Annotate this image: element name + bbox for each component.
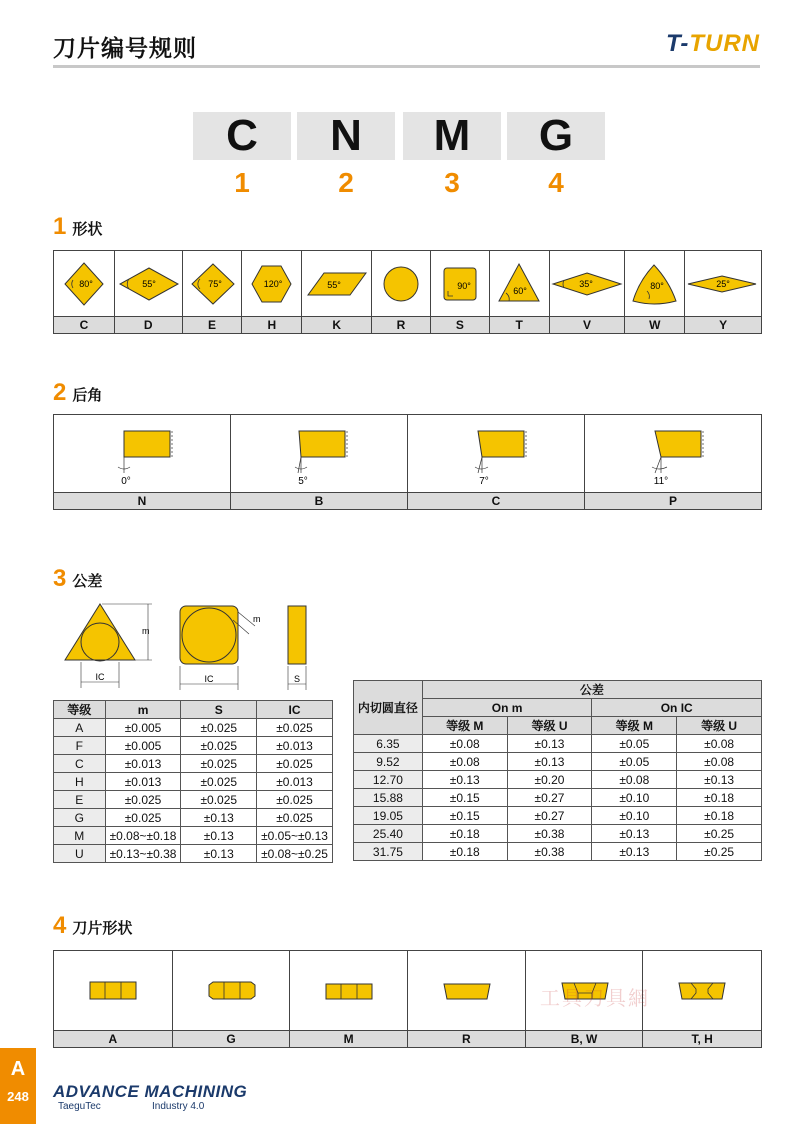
class-cell: M xyxy=(54,827,106,845)
shape-cell-e xyxy=(183,251,243,333)
shape-angle: 60° xyxy=(512,286,527,296)
section-header-clearance xyxy=(53,379,102,407)
value-cell: ±0.13 xyxy=(181,845,257,863)
header-ic: IC xyxy=(257,701,333,719)
clearance-angle: 7° xyxy=(479,476,489,487)
value-cell: ±0.05 xyxy=(592,753,677,771)
clearance-angle: 11° xyxy=(653,476,669,487)
value-cell: ±0.18 xyxy=(677,789,762,807)
shape-angle: 55° xyxy=(142,279,156,289)
page-number: 248 xyxy=(7,1089,29,1104)
insert-form-code: A xyxy=(54,1030,172,1047)
rhombus-25-icon xyxy=(685,251,760,317)
ic-diameter-cell: 12.70 xyxy=(354,771,423,789)
value-cell: ±0.15 xyxy=(422,789,507,807)
header-s: S xyxy=(181,701,257,719)
shape-angle: 80° xyxy=(650,281,665,291)
ic-tolerance-body xyxy=(354,735,762,861)
code-letter-1: C xyxy=(193,112,291,160)
clearance-grid xyxy=(53,414,762,510)
code-number-1: 1 xyxy=(234,167,250,198)
shape-angle: 80° xyxy=(79,279,93,289)
section-label: 公差 xyxy=(72,573,103,590)
code-row xyxy=(193,112,605,196)
shape-cell-t xyxy=(490,251,550,333)
table-row xyxy=(354,735,762,753)
value-cell: ±0.013 xyxy=(257,773,333,791)
table-row xyxy=(54,845,333,863)
clearance-angle: 0° xyxy=(121,476,131,487)
value-cell: ±0.18 xyxy=(422,825,507,843)
section-number: 1 xyxy=(53,213,67,240)
header-class-m: 等级 M xyxy=(592,717,677,735)
shape-code: E xyxy=(183,316,242,333)
value-cell: ±0.08 xyxy=(422,735,507,753)
table-row xyxy=(54,809,333,827)
class-cell: G xyxy=(54,809,106,827)
header-tolerance: 公差 xyxy=(422,681,761,699)
value-cell: ±0.025 xyxy=(181,791,257,809)
ic-diameter-cell: 19.05 xyxy=(354,807,423,825)
header-m: m xyxy=(105,701,181,719)
table-row xyxy=(354,753,762,771)
value-cell: ±0.005 xyxy=(105,719,181,737)
shape-code: V xyxy=(550,316,625,333)
value-cell: ±0.08 xyxy=(677,753,762,771)
table-row xyxy=(354,843,762,861)
value-cell: ±0.013 xyxy=(105,773,181,791)
header-class-u: 等级 U xyxy=(677,717,762,735)
clearance-code: B xyxy=(231,492,407,509)
insert-form-code: G xyxy=(173,1030,290,1047)
chapter-tab xyxy=(0,1048,36,1124)
s-label: S xyxy=(293,674,301,684)
value-cell: ±0.27 xyxy=(507,807,592,825)
tolerance-class-body xyxy=(54,719,333,863)
shape-angle: 75° xyxy=(207,279,222,289)
section-number: 4 xyxy=(53,912,67,939)
m-label: m xyxy=(253,614,261,624)
section-header-tolerance xyxy=(53,565,102,593)
rhombus-35-icon xyxy=(550,251,625,317)
clearance-cell-b xyxy=(231,415,408,509)
class-cell: U xyxy=(54,845,106,863)
value-cell: ±0.08 xyxy=(677,735,762,753)
page-title: 刀片编号规则 xyxy=(53,35,197,61)
double-chipbreaker-icon xyxy=(173,951,290,1031)
value-cell: ±0.25 xyxy=(677,843,762,861)
value-cell: ±0.025 xyxy=(257,809,333,827)
triangle-tolerance-diagram xyxy=(60,600,160,692)
shape-code: H xyxy=(242,316,301,333)
shape-cell-y xyxy=(685,251,761,333)
ic-diameter-cell: 9.52 xyxy=(354,753,423,771)
value-cell: ±0.005 xyxy=(105,737,181,755)
shape-cell-h xyxy=(242,251,302,333)
rhombus-55-icon xyxy=(115,251,182,317)
thickness-tolerance-diagram xyxy=(282,600,322,692)
insert-form-cell-m xyxy=(290,951,408,1047)
shape-code: T xyxy=(490,316,549,333)
clearance-cell-p xyxy=(585,415,761,509)
value-cell: ±0.13 xyxy=(677,771,762,789)
value-cell: ±0.13 xyxy=(507,735,592,753)
value-cell: ±0.10 xyxy=(592,807,677,825)
clearance-11-icon xyxy=(585,415,760,493)
clearance-code: P xyxy=(585,492,761,509)
value-cell: ±0.20 xyxy=(507,771,592,789)
value-cell: ±0.013 xyxy=(105,755,181,773)
value-cell: ±0.025 xyxy=(105,791,181,809)
clearance-code: N xyxy=(54,492,230,509)
value-cell: ±0.025 xyxy=(257,791,333,809)
ic-tolerance-table xyxy=(353,680,762,861)
insert-form-grid xyxy=(53,950,762,1048)
shape-code: C xyxy=(54,316,114,333)
parallelogram-icon xyxy=(302,251,371,317)
section-label: 后角 xyxy=(72,387,103,404)
clearance-7-icon xyxy=(408,415,584,493)
table-header-row xyxy=(54,701,333,719)
table-row xyxy=(54,827,333,845)
value-cell: ±0.05~±0.13 xyxy=(257,827,333,845)
clearance-cell-n xyxy=(54,415,231,509)
shape-angle: 25° xyxy=(716,279,730,289)
header-ic-diameter: 内切圆直径 xyxy=(354,681,423,735)
triangle-icon xyxy=(490,251,549,317)
class-cell: H xyxy=(54,773,106,791)
shape-code: W xyxy=(625,316,684,333)
shape-angle: 55° xyxy=(327,280,342,290)
shape-angle: 90° xyxy=(457,281,471,291)
class-cell: C xyxy=(54,755,106,773)
shape-cell-s xyxy=(431,251,490,333)
section-header-insert-form xyxy=(53,912,132,940)
value-cell: ±0.15 xyxy=(422,807,507,825)
shape-cell-v xyxy=(550,251,626,333)
value-cell: ±0.025 xyxy=(105,809,181,827)
value-cell: ±0.13 xyxy=(181,809,257,827)
flat-hole-icon xyxy=(290,951,407,1031)
class-cell: A xyxy=(54,719,106,737)
ic-diameter-cell: 25.40 xyxy=(354,825,423,843)
clearance-cell-c xyxy=(408,415,585,509)
footer-tagline: Industry 4.0 xyxy=(152,1101,205,1112)
section-label: 形状 xyxy=(72,221,103,238)
table-row xyxy=(54,755,333,773)
value-cell: ±0.08 xyxy=(422,753,507,771)
code-number-3: 3 xyxy=(444,167,460,198)
value-cell: ±0.13 xyxy=(592,843,677,861)
table-header-row xyxy=(354,681,762,699)
brand-logo xyxy=(666,30,760,58)
insert-form-cell-g xyxy=(173,951,291,1047)
shape-cell-d xyxy=(115,251,183,333)
value-cell: ±0.025 xyxy=(181,773,257,791)
shape-cell-k xyxy=(302,251,372,333)
chapter-letter: A xyxy=(10,1058,26,1080)
ic-label: IC xyxy=(95,672,105,682)
tolerance-class-table xyxy=(53,700,333,863)
value-cell: ±0.18 xyxy=(677,807,762,825)
insert-form-cell-a xyxy=(54,951,173,1047)
header-class-m: 等级 M xyxy=(422,717,507,735)
footer-company: TaeguTec xyxy=(58,1101,101,1112)
brand-main: TURN xyxy=(689,30,760,57)
value-cell: ±0.025 xyxy=(257,719,333,737)
code-number-4: 4 xyxy=(548,167,564,198)
value-cell: ±0.08~±0.18 xyxy=(105,827,181,845)
shape-cell-r xyxy=(372,251,431,333)
table-row xyxy=(354,825,762,843)
table-row xyxy=(354,807,762,825)
value-cell: ±0.13~±0.38 xyxy=(105,845,181,863)
trigon-icon xyxy=(625,251,684,317)
round-icon xyxy=(372,251,430,317)
header-rule xyxy=(53,65,760,68)
value-cell: ±0.13 xyxy=(422,771,507,789)
clearance-angle: 5° xyxy=(298,476,308,487)
insert-form-cell-th xyxy=(643,951,761,1047)
clearance-5-icon xyxy=(231,415,407,493)
double-countersink-icon xyxy=(643,951,760,1031)
header-class-u: 等级 U xyxy=(507,717,592,735)
single-chipbreaker-icon xyxy=(408,951,525,1031)
ic-label: IC xyxy=(204,674,214,684)
value-cell: ±0.025 xyxy=(181,737,257,755)
value-cell: ±0.38 xyxy=(507,825,592,843)
section-label: 刀片形状 xyxy=(72,920,133,937)
rhombus-75-icon xyxy=(183,251,242,317)
value-cell: ±0.27 xyxy=(507,789,592,807)
insert-form-cell-r xyxy=(408,951,526,1047)
ic-diameter-cell: 15.88 xyxy=(354,789,423,807)
table-row xyxy=(54,791,333,809)
value-cell: ±0.025 xyxy=(257,755,333,773)
shape-code: S xyxy=(431,316,489,333)
shape-cell-c xyxy=(54,251,115,333)
table-row xyxy=(54,719,333,737)
shape-code: D xyxy=(115,316,182,333)
shape-angle: 35° xyxy=(578,279,593,289)
header-class: 等级 xyxy=(54,701,106,719)
shape-code: R xyxy=(372,316,430,333)
shape-code: Y xyxy=(685,316,761,333)
class-cell: F xyxy=(54,737,106,755)
footer-logo: ADVANCE MACHINING xyxy=(53,1082,248,1101)
value-cell: ±0.18 xyxy=(422,843,507,861)
clearance-0-icon xyxy=(54,415,230,493)
value-cell: ±0.25 xyxy=(677,825,762,843)
shape-cell-w xyxy=(625,251,685,333)
table-row xyxy=(54,737,333,755)
value-cell: ±0.13 xyxy=(507,753,592,771)
rhombus-80-icon xyxy=(54,251,114,317)
ic-diameter-cell: 6.35 xyxy=(354,735,423,753)
insert-form-code: R xyxy=(408,1030,525,1047)
shape-code: K xyxy=(302,316,371,333)
code-letter-3: M xyxy=(403,112,501,160)
shape-grid xyxy=(53,250,762,334)
insert-form-code: M xyxy=(290,1030,407,1047)
watermark: 工具刀具網 xyxy=(540,988,650,1010)
brand-prefix: T- xyxy=(666,30,690,57)
code-letter-4: G xyxy=(507,112,605,160)
code-number-2: 2 xyxy=(338,167,354,198)
value-cell: ±0.05 xyxy=(592,735,677,753)
section-header-shape xyxy=(53,213,102,241)
value-cell: ±0.025 xyxy=(181,755,257,773)
ic-diameter-cell: 31.75 xyxy=(354,843,423,861)
square-icon xyxy=(431,251,489,317)
header-on-ic: On IC xyxy=(592,699,762,717)
value-cell: ±0.38 xyxy=(507,843,592,861)
section-number: 3 xyxy=(53,565,67,592)
flat-no-hole-icon xyxy=(54,951,172,1031)
header-on-m: On m xyxy=(422,699,592,717)
table-row xyxy=(354,789,762,807)
section-number: 2 xyxy=(53,379,67,406)
value-cell: ±0.08 xyxy=(592,771,677,789)
value-cell: ±0.013 xyxy=(257,737,333,755)
value-cell: ±0.08~±0.25 xyxy=(257,845,333,863)
clearance-code: C xyxy=(408,492,584,509)
m-label: m xyxy=(142,626,150,636)
hexagon-icon xyxy=(242,251,301,317)
table-row xyxy=(354,771,762,789)
value-cell: ±0.13 xyxy=(592,825,677,843)
value-cell: ±0.13 xyxy=(181,827,257,845)
insert-form-code: T, H xyxy=(643,1030,761,1047)
value-cell: ±0.10 xyxy=(592,789,677,807)
class-cell: E xyxy=(54,791,106,809)
insert-form-code: B, W xyxy=(526,1030,643,1047)
square-tolerance-diagram xyxy=(175,600,275,692)
code-letter-2: N xyxy=(297,112,395,160)
value-cell: ±0.025 xyxy=(181,719,257,737)
shape-angle: 120° xyxy=(264,279,283,289)
table-row xyxy=(54,773,333,791)
